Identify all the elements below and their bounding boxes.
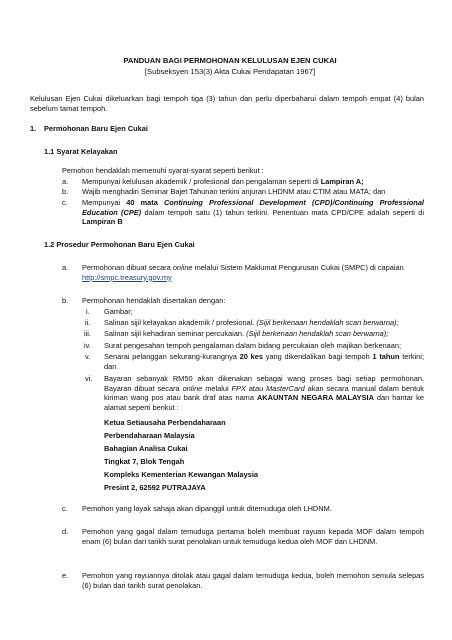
documents-item: Surat pengesahan tempoh pengalaman dalam bidang percukaian oleh majikan berkenaan; <box>104 341 402 350</box>
procedure-item-d: Pemohon yang gagal dalam temuduga pertama boleh membuat rayuan kepada MOF dalam tempoh enam (6) bulan dari tarikh surat penolakan untuk temuduga kedua oleh MOF dan LHDNM. <box>82 527 424 546</box>
eligibility-item-c: Mempunyai 40 mata Continuing Professional Development (CPD)/Continuing Professional Education (CPE) dalam tempoh satu (1) tahun terkini. Penentuan mata CPD/CPE adalah seperti di Lampiran B <box>82 198 424 227</box>
procedure-item-e: Pemohon yang rayuannya ditolak atau gagal dalam temuduga kedua, boleh memohon semula selepas (6) bulan dari tarikh surat penolakan. <box>82 571 424 590</box>
document-subtitle: [Subseksyen 153(3) Akta Cukai Pendapatan 1967] <box>144 67 316 76</box>
eligibility-lead: Pemohon hendaklah memenuhi syarat-syarat seperti berikut : <box>62 166 264 175</box>
procedure-item-d-label: d. <box>62 527 69 536</box>
documents-item: Salinan sijil kelayakan akademik / profesional. (Sijil berkenaan hendaklah scan berwarna); <box>104 318 399 327</box>
procedure-item-c: Pemohon yang layak sahaja akan dipanggil untuk ditemuduga oleh LHDNM. <box>82 504 332 513</box>
document-page: PANDUAN BAGI PERMOHONAN KELULUSAN EJEN CUKAI [Subseksyen 153(3) Akta Cukai Pendapatan 1967] Kelulusan Ejen Cukai dikeluarkan bagi tempoh tiga (3) tahun dan perlu diperbaharui dalam tempoh empat (4) bulan sebelum tamat tempoh. 1. Permohonan Baru Ejen Cukai 1.1 Syarat Kelayakan Pemohon hendaklah memenuhi syarat-syarat seperti berikut : a. Mempunyai kelulusan akademik / profesional dan pengalaman seperti di Lampiran A; b. Wajib menghadiri Seminar Bajet Tahunan terkini anjuran LHDNM atau CTIM atau MATA; dan c. Mempunyai 40 mata Continuing Professional Development (CPD)/Continuing Professional Education (CPE) dalam tempoh satu (1) tahun terkini. Penentuan mata CPD/CPE adalah seperti di Lampiran B 1.2 Prosedur Permohonan Baru Ejen Cukai a. Permohonan dibuat secara online melalui Sistem Maklumat Pengurusan Cukai (SMPC) di capaian http://smpc.treasury.gov.my b. Permohonan hendaklah disertakan dengan: i. Gambar; ii. Salinan sijil kelayakan akademik / profesional. (Sijil berkenaan hendaklah scan berwarna); iii. Salinan sijil kehadiran seminar percukaian. (Sijil berkenaan hendaklah scan berwarna); iv. Surat pengesahan tempoh pengalaman dalam bidang percukaian oleh majikan berkenaan; v. Senarai pelanggan sekurang-kurangnya 20 kes yang dikendalikan bagi tempoh 1 tahun terkini; dan vi. Bayaran sebanyak RM50 akan dikenakan sebagai wang proses bagi setiap permohonan. Bayaran dibuat secara online melalui FPX atau MasterCard akan secara manual dalam bentuk kiriman wang pos atau bank draf atas nama AKAUNTAN NEGARA MALAYSIA dan hantar ke alamat seperti berikut : Ketua Setiausaha Perbendaharaan Perbendaharaan Malaysia Bahagian Analisa Cukai Tingkat 7, Blok Tengah Kompleks Kementerian Kewangan Malaysia Presint 2, 62592 PUTRAJAYA c. Pemohon yang layak sahaja akan dipanggil untuk ditemuduga oleh LHDNM. d. Pemohon yang gagal dalam temuduga pertama boleh membuat rayuan kepada MOF dalam tempoh enam (6) bulan dari tarikh surat penolakan untuk temuduga kedua oleh MOF dan LHDNM. e. Pemohon yang rayuannya ditolak atau gagal dalam temuduga kedua, boleh memohon semula selepas (6) bulan dari tarikh surat penolakan. <box>30 56 424 590</box>
eligibility-item-b-label: b. <box>62 187 69 196</box>
eligibility-item-a: Mempunyai kelulusan akademik / profesional dan pengalaman seperti di Lampiran A; <box>82 177 364 186</box>
section-1-heading: Permohonan Baru Ejen Cukai <box>44 124 148 133</box>
document-title: PANDUAN BAGI PERMOHONAN KELULUSAN EJEN CUKAI <box>123 56 337 65</box>
intro-paragraph: Kelulusan Ejen Cukai dikeluarkan bagi tempoh tiga (3) tahun dan perlu diperbaharui dalam tempoh empat (4) bulan sebelum tamat tempoh. <box>30 94 424 113</box>
subsection-1-2-heading: 1.2 Prosedur Permohonan Baru Ejen Cukai <box>44 240 195 249</box>
smpc-link[interactable]: http://smpc.treasury.gov.my <box>82 272 172 282</box>
procedure-item-a: Permohonan dibuat secara online melalui Sistem Maklumat Pengurusan Cukai (SMPC) di capaian http://smpc.treasury.gov.my <box>82 263 404 282</box>
procedure-item-b-label: b. <box>62 296 69 305</box>
procedure-item-b: Permohonan hendaklah disertakan dengan: <box>82 296 226 305</box>
documents-item: Senarai pelanggan sekurang-kurangnya 20 kes yang dikendalikan bagi tempoh 1 tahun terkini; dan <box>104 352 424 371</box>
subsection-1-1-heading: 1.1 Syarat Kelayakan <box>44 147 118 156</box>
eligibility-item-c-label: c. <box>62 198 68 207</box>
eligibility-item-a-label: a. <box>62 177 69 186</box>
eligibility-item-b: Wajib menghadiri Seminar Bajet Tahunan terkini anjuran LHDNM atau CTIM atau MATA; dan <box>82 187 386 196</box>
procedure-item-a-label: a. <box>62 263 69 272</box>
section-1-number: 1. <box>30 124 37 133</box>
documents-item: Salinan sijil kehadiran seminar percukaian. (Sijil berkenaan hendaklah scan berwarna); <box>104 329 389 338</box>
documents-item: Gambar; <box>104 307 133 316</box>
address-block: Ketua Setiausaha Perbendaharaan Perbendaharaan Malaysia Bahagian Analisa Cukai Tingkat 7, Blok Tengah Kompleks Kementerian Kewangan Malaysia Presint 2, 62592 PUTRAJAYA <box>104 418 259 492</box>
procedure-item-e-label: e. <box>62 571 69 580</box>
procedure-item-c-label: c. <box>62 504 68 513</box>
documents-item: Bayaran sebanyak RM50 akan dikenakan sebagai wang proses bagi setiap permohonan. Bayaran dibuat secara online melalui FPX atau MasterCard akan secara manual dalam bentuk kiriman wang pos atau bank draf atas nama AKAUNTAN NEGARA MALAYSIA dan hantar ke alamat seperti berikut : <box>104 374 424 412</box>
